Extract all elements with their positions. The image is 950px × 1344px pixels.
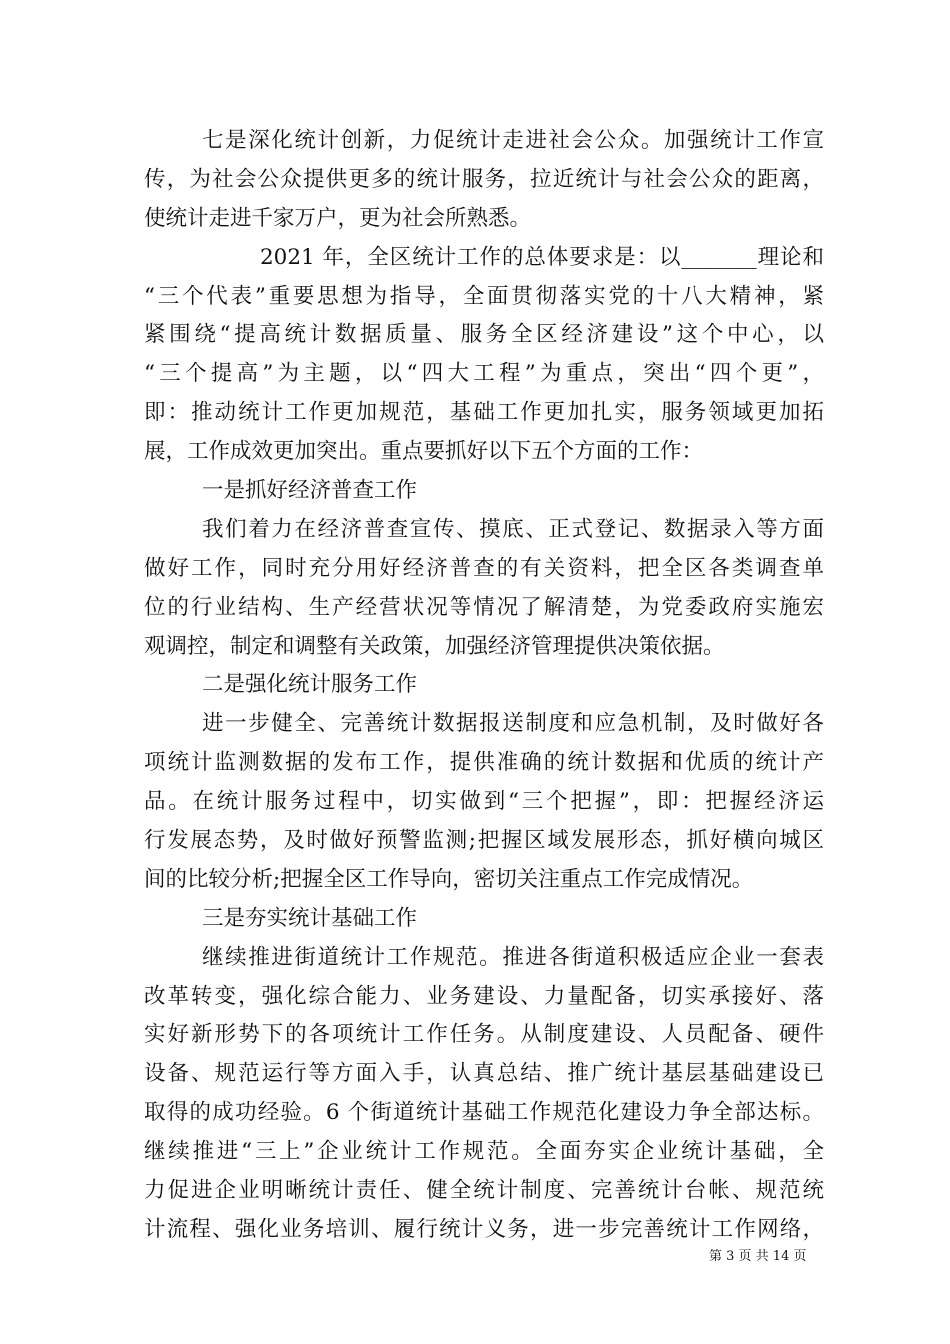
text-line: 传，为社会公众提供更多的统计服务，拉近统计与社会公众的距离， — [144, 166, 824, 192]
text-line: 继续推进街道统计工作规范。推进各街道积极适应企业一套表 — [202, 944, 824, 970]
text-line: “三个提高”为主题，以“四大工程”为重点，突出“四个更”， — [144, 361, 824, 387]
paragraph-service — [144, 705, 824, 899]
text-line: 行发展态势，及时做好预警监测;把握区域发展形态，抓好横向城区 — [144, 828, 824, 854]
paragraph-overall-requirement — [144, 239, 824, 472]
text-line: 项统计监测数据的发布工作，提供准确的统计数据和优质的统计产 — [144, 750, 824, 776]
section-heading-foundation: 三是夯实统计基础工作 — [202, 905, 418, 931]
page-number: 第 3 页 共 14 页 — [709, 1249, 807, 1264]
text-line: 位的行业结构、生产经营状况等情况了解清楚，为党委政府实施宏 — [144, 594, 824, 620]
text-line: 计流程、强化业务培训、履行统计义务，进一步完善统计工作网络， — [144, 1216, 824, 1242]
text-line: 2021 年，全区统计工作的总体要求是：以_______理论和 — [260, 244, 824, 270]
text-line: 展，工作成效更加突出。重点要抓好以下五个方面的工作： — [144, 439, 704, 465]
text-line: 即：推动统计工作更加规范，基础工作更加扎实，服务领域更加拓 — [144, 400, 824, 426]
text-line: 继续推进“三上”企业统计工作规范。全面夯实企业统计基础，全 — [144, 1139, 824, 1165]
text-line: 使统计走进千家万户，更为社会所熟悉。 — [144, 205, 532, 231]
text-line: 我们着力在经济普查宣传、摸底、正式登记、数据录入等方面 — [202, 516, 824, 542]
section-heading-service: 二是强化统计服务工作 — [202, 672, 418, 698]
text-line: 取得的成功经验。6 个街道统计基础工作规范化建设力争全部达标。 — [144, 1100, 824, 1126]
text-line: 观调控，制定和调整有关政策，加强经济管理提供决策依据。 — [144, 633, 725, 659]
text-line: 间的比较分析;把握全区工作导向，密切关注重点工作完成情况。 — [144, 866, 754, 892]
text-line: 做好工作，同时充分用好经济普查的有关资料，把全区各类调查单 — [144, 555, 824, 581]
text-line: 七是深化统计创新，力促统计走进社会公众。加强统计工作宣 — [202, 128, 824, 153]
text-line: 进一步健全、完善统计数据报送制度和应急机制，及时做好各 — [202, 711, 824, 737]
text-line: 改革转变，强化综合能力、业务建设、力量配备，切实承接好、落 — [144, 983, 824, 1009]
text-line: “三个代表”重要思想为指导，全面贯彻落实党的十八大精神，紧 — [144, 283, 824, 309]
text-line: 品。在统计服务过程中，切实做到“三个把握”，即：把握经济运 — [144, 789, 824, 815]
paragraph-foundation — [144, 939, 824, 1250]
text-line: 设备、规范运行等方面入手，认真总结、推广统计基层基础建设已 — [144, 1061, 824, 1087]
body-text — [144, 122, 824, 1250]
paragraph-census — [144, 511, 824, 667]
paragraph-innovation — [144, 122, 824, 239]
section-heading-census: 一是抓好经济普查工作 — [202, 478, 418, 504]
text-line: 力促进企业明晰统计责任、健全统计制度、完善统计台帐、规范统 — [144, 1178, 824, 1204]
text-line: 实好新形势下的各项统计工作任务。从制度建设、人员配备、硬件 — [144, 1022, 824, 1048]
text-line: 紧围绕“提高统计数据质量、服务全区经济建设”这个中心，以 — [144, 322, 824, 348]
